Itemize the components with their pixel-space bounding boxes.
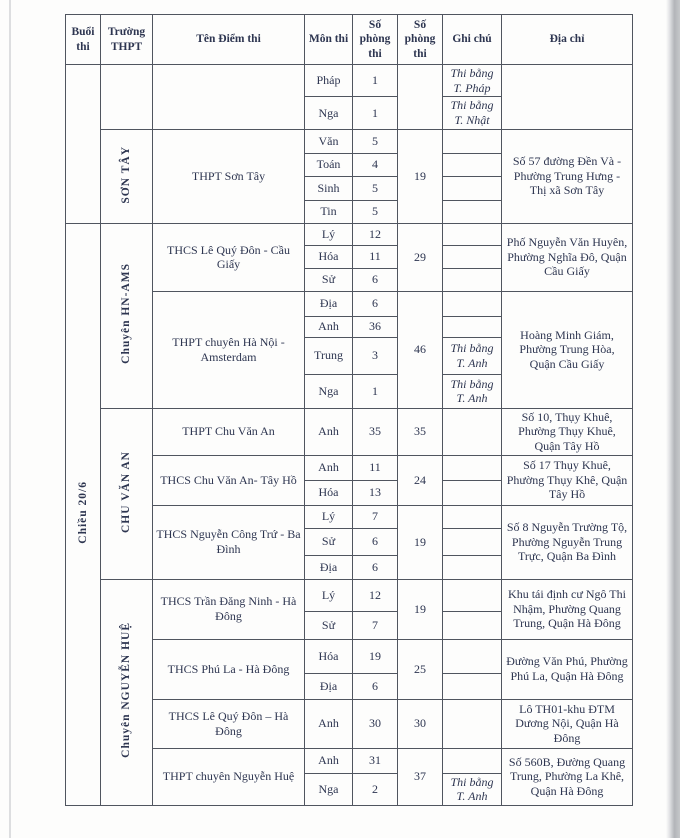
subject-cell: Anh [305,748,353,773]
rooms-count-cell: 31 [353,748,398,773]
total-rooms-cell: 25 [398,639,443,699]
subject-cell: Hóa [305,480,353,505]
subject-cell: Anh [305,316,353,337]
school-group-cell [101,408,153,579]
note-cell: Thi bằng T. Nhật [443,97,502,129]
subject-cell: Lý [305,579,353,611]
note-cell: Thi bằng T. Pháp [443,65,502,97]
note-cell [443,639,502,673]
header-cell-5: Số phòng thi [398,15,443,65]
note-cell [443,268,502,291]
address-cell: Số 560B, Đường Quang Trung, Phường La Khê, Quận Hà Đông [502,748,633,805]
note-cell: Thi bằng T. Anh [443,337,502,374]
venue-name-cell: THCS Trần Đăng Ninh - Hà Đông [153,579,305,639]
rooms-count-cell: 6 [353,291,398,316]
total-rooms-cell: 19 [398,129,443,223]
note-cell [443,455,502,480]
rooms-count-cell: 12 [353,579,398,611]
address-cell: Số 8 Nguyễn Trường Tộ, Phường Nguyễn Trung Trực, Quận Ba Đình [502,505,633,579]
venue-name-cell: THCS Phú La - Hà Đông [153,639,305,699]
total-rooms-cell: 24 [398,455,443,505]
rooms-count-cell: 5 [353,176,398,200]
rooms-count-cell: 5 [353,129,398,153]
subject-cell: Lý [305,505,353,528]
rooms-count-cell: 13 [353,480,398,505]
total-rooms-cell: 37 [398,748,443,805]
rooms-count-cell: 6 [353,268,398,291]
venue-name-cell: THPT Sơn Tây [153,129,305,223]
rooms-count-cell: 6 [353,555,398,579]
subject-cell: Nga [305,97,353,129]
school-group-cell-label: SƠN TÂY [120,145,133,204]
subject-cell: Sử [305,611,353,639]
note-cell [443,129,502,153]
address-cell: Khu tái định cư Ngô Thi Nhậm, Phường Quang Trung, Quận Hà Đông [502,579,633,639]
rooms-count-cell: 7 [353,505,398,528]
total-rooms-cell [398,65,443,130]
exam-venues-table [65,14,633,806]
note-cell: Thi bằng T. Anh [443,773,502,805]
table-row [66,223,633,245]
rooms-count-cell: 30 [353,699,398,748]
subject-cell: Tin [305,200,353,223]
table-row [66,579,633,611]
note-cell [443,176,502,200]
rooms-count-cell: 11 [353,455,398,480]
header-cell-2: Tên Điểm thi [153,15,305,65]
school-group-cell [101,579,153,805]
note-cell [443,673,502,699]
venue-name-cell: THPT chuyên Hà Nội - Amsterdam [153,291,305,408]
subject-cell: Lý [305,223,353,245]
address-cell: Phố Nguyễn Văn Huyên, Phường Nghĩa Đô, Quận Cầu Giấy [502,223,633,291]
header-cell-6: Ghi chú [443,15,502,65]
school-group-cell-label: Chuyên HN-AMS [120,263,133,365]
subject-cell: Pháp [305,65,353,97]
subject-cell: Địa [305,291,353,316]
note-cell [443,748,502,773]
total-rooms-cell: 19 [398,505,443,579]
note-cell [443,555,502,579]
address-cell: Đường Văn Phú, Phường Phú La, Quận Hà Đông [502,639,633,699]
rooms-count-cell: 6 [353,673,398,699]
note-cell [443,245,502,268]
subject-cell: Hóa [305,639,353,673]
page-right-edge-shadow [666,0,680,838]
subject-cell: Toán [305,153,353,176]
total-rooms-cell: 35 [398,408,443,455]
page-left-edge-line [9,0,11,838]
total-rooms-cell: 30 [398,699,443,748]
table-body [66,65,633,806]
subject-cell: Nga [305,374,353,408]
subject-cell: Sử [305,268,353,291]
subject-cell: Hóa [305,245,353,268]
session-cell-label: Chiều 20/6 [76,481,89,544]
note-cell [443,480,502,505]
subject-cell: Trung [305,337,353,374]
table-row [66,65,633,97]
rooms-count-cell: 5 [353,200,398,223]
header-cell-1: Trường THPT [101,15,153,65]
note-cell: Thi bằng T. Anh [443,374,502,408]
note-cell [443,699,502,748]
school-group-cell [101,129,153,223]
note-cell [443,200,502,223]
header-cell-7: Địa chỉ [502,15,633,65]
school-group-cell [101,65,153,130]
note-cell [443,505,502,528]
address-cell: Số 57 đường Đền Và - Phường Trung Hưng - Thị xã Sơn Tây [502,129,633,223]
address-cell: Số 17 Thụy Khuê, Phường Thụy Khê, Quận Tây Hồ [502,455,633,505]
address-cell: Hoàng Minh Giám, Phường Trung Hòa, Quận Cầu Giấy [502,291,633,408]
subject-cell: Anh [305,408,353,455]
subject-cell: Địa [305,673,353,699]
rooms-count-cell: 1 [353,65,398,97]
venue-name-cell: THCS Lê Quý Đôn – Hà Đông [153,699,305,748]
rooms-count-cell: 3 [353,337,398,374]
rooms-count-cell: 11 [353,245,398,268]
school-group-cell-label: Chuyên NGUYỄN HUỆ [120,622,133,759]
venue-name-cell: THPT chuyên Nguyễn Huệ [153,748,305,805]
rooms-count-cell: 6 [353,528,398,555]
session-cell [66,65,101,224]
note-cell [443,579,502,611]
venue-name-cell: THPT Chu Văn An [153,408,305,455]
header-cell-3: Môn thi [305,15,353,65]
note-cell [443,528,502,555]
note-cell [443,291,502,316]
rooms-count-cell: 36 [353,316,398,337]
rooms-count-cell: 4 [353,153,398,176]
session-cell [66,223,101,805]
rooms-count-cell: 35 [353,408,398,455]
total-rooms-cell: 29 [398,223,443,291]
subject-cell: Văn [305,129,353,153]
rooms-count-cell: 1 [353,97,398,129]
rooms-count-cell: 12 [353,223,398,245]
school-group-cell [101,223,153,408]
subject-cell: Anh [305,699,353,748]
rooms-count-cell: 1 [353,374,398,408]
venue-name-cell: THCS Nguyễn Công Trứ - Ba Đình [153,505,305,579]
header-cell-4: Số phòng thi [353,15,398,65]
subject-cell: Địa [305,555,353,579]
rooms-count-cell: 19 [353,639,398,673]
subject-cell: Sử [305,528,353,555]
subject-cell: Anh [305,455,353,480]
address-cell: Lô TH01-khu ĐTM Dương Nội, Quận Hà Đông [502,699,633,748]
rooms-count-cell: 7 [353,611,398,639]
subject-cell: Nga [305,773,353,805]
school-group-cell-label: CHU VĂN AN [120,450,133,533]
venue-name-cell: THCS Chu Văn An- Tây Hồ [153,455,305,505]
total-rooms-cell: 19 [398,579,443,639]
note-cell [443,316,502,337]
table-row [66,129,633,153]
address-cell [502,65,633,130]
rooms-count-cell: 2 [353,773,398,805]
address-cell: Số 10, Thụy Khuê, Phường Thụy Khuê, Quận Tây Hồ [502,408,633,455]
subject-cell: Sinh [305,176,353,200]
venue-name-cell [153,65,305,130]
note-cell [443,408,502,455]
venue-name-cell: THCS Lê Quý Đôn - Cầu Giấy [153,223,305,291]
table-header [66,15,633,65]
header-cell-0: Buổi thi [66,15,101,65]
table-row [66,408,633,455]
note-cell [443,153,502,176]
note-cell [443,611,502,639]
total-rooms-cell: 46 [398,291,443,408]
note-cell [443,223,502,245]
